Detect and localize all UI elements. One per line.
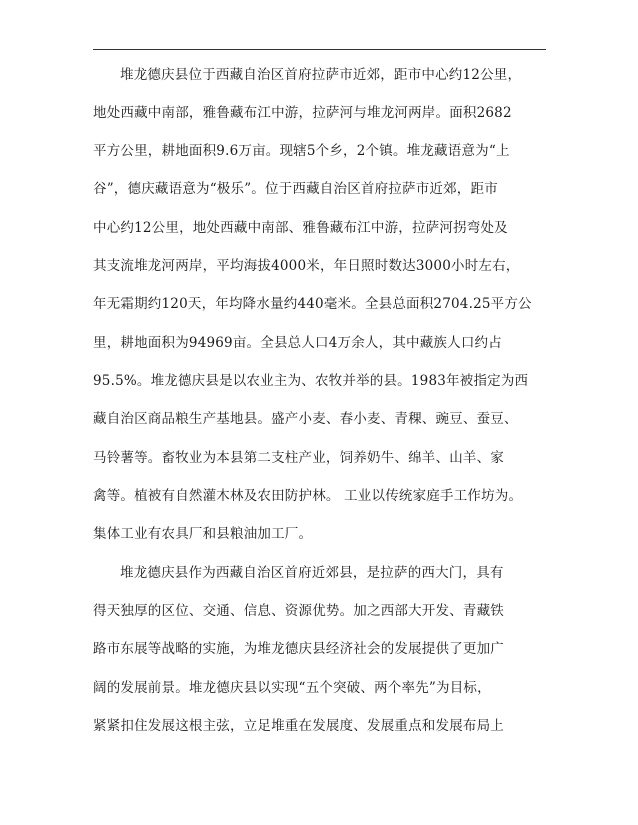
paragraph-1-line-3: 平方公里，耕地面积9.6万亩。现辖5个乡，2个镇。堆龙藏语意为“上 bbox=[93, 143, 510, 159]
paragraph-2-line-3: 路市东展等战略的实施，为堆龙德庆县经济社会的发展提供了更加广 bbox=[93, 641, 504, 657]
paragraph-1-line-4: 谷”，德庆藏语意为“极乐”。位于西藏自治区首府拉萨市近郊，距市 bbox=[93, 181, 498, 197]
paragraph-1-line-7: 年无霜期约120天，年均降水量约440毫米。全县总面积2704.25平方公 bbox=[93, 296, 532, 312]
paragraph-1-line-6: 其支流堆龙河两岸，平均海拔4000米，年日照时数达3000小时左右， bbox=[93, 258, 520, 274]
paragraph-1-line-1: 堆龙德庆县位于西藏自治区首府拉萨市近郊，距市中心约12公里， bbox=[120, 67, 522, 83]
paragraph-1-line-9: 95.5%。堆龙德庆县是以农业主为、农牧并举的县。1983年被指定为西 bbox=[93, 373, 529, 389]
paragraph-1-line-2: 地处西藏中南部，雅鲁藏布江中游，拉萨河与堆龙河两岸。面积2682 bbox=[93, 105, 512, 121]
paragraph-2-line-4: 阔的发展前景。堆龙德庆县以实现“五个突破、两个率先”为目标， bbox=[93, 680, 491, 696]
paragraph-1-line-8: 里，耕地面积为94969亩。全县总人口4万余人，其中藏族人口约占 bbox=[93, 335, 502, 351]
paragraph-1-line-5: 中心约12公里，地处西藏中南部、雅鲁藏布江中游，拉萨河拐弯处及 bbox=[93, 220, 508, 236]
paragraph-1-line-10: 藏自治区商品粮生产基地县。盛产小麦、春小麦、青稞、豌豆、蚕豆、 bbox=[93, 411, 518, 427]
paragraph-1-line-13: 集体工业有农具厂和县粮油加工厂。 bbox=[93, 526, 313, 542]
paragraph-1-line-12: 禽等。植被有自然灌木林及农田防护林。 工业以传统家庭手工作坊为。 bbox=[93, 488, 523, 504]
header-rule bbox=[93, 49, 546, 50]
paragraph-2-line-1: 堆龙德庆县作为西藏自治区首府近郊县，是拉萨的西大门，具有 bbox=[120, 565, 504, 581]
paragraph-2-line-2: 得天独厚的区位、交通、信息、资源优势。加之西部大开发、青藏铁 bbox=[93, 603, 504, 619]
paragraph-2-line-5: 紧紧扣住发展这根主弦，立足堆重在发展度、发展重点和发展布局上 bbox=[93, 718, 504, 734]
paragraph-1-line-11: 马铃薯等。畜牧业为本县第二支柱产业，饲养奶牛、绵羊、山羊、家 bbox=[93, 450, 504, 466]
